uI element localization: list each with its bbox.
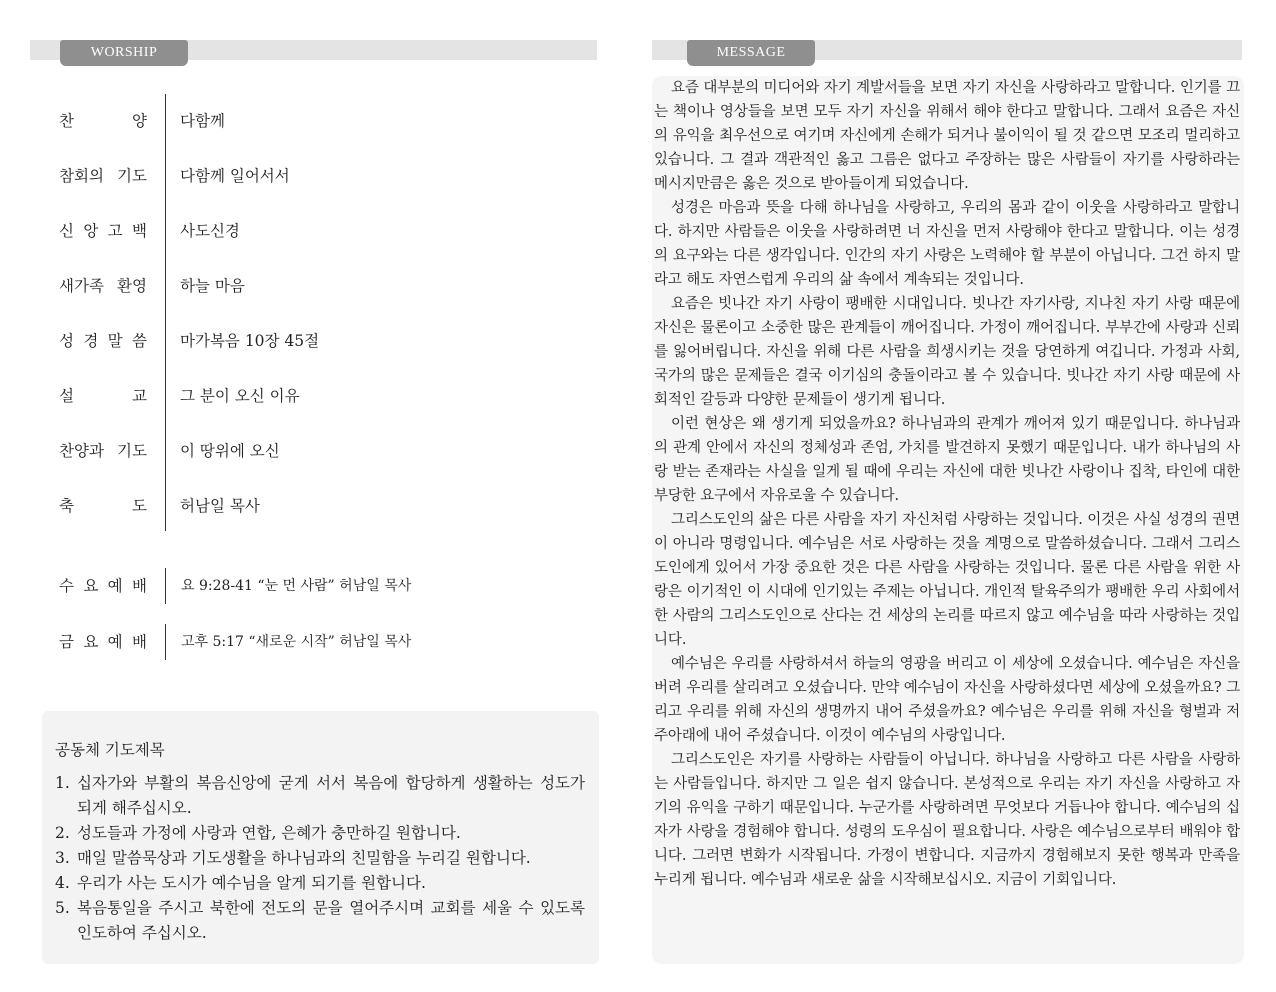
message-panel [652, 76, 1244, 964]
order-value: 이 땅위에 오신 [180, 442, 280, 460]
order-label: 신 앙 고 백 [59, 222, 147, 240]
order-label: 찬 양 [59, 112, 147, 130]
prayer-item [55, 771, 585, 821]
prayer-item [55, 846, 585, 871]
message-tab: MESSAGE [687, 40, 815, 66]
wednesday-service-value: 요 9:28-41 “눈 먼 사람” 허남일 목사 [181, 578, 412, 594]
prayer-number: 2. [55, 824, 70, 842]
divider-line [165, 624, 166, 660]
prayer-list [55, 771, 585, 946]
order-value: 다함께 일어서서 [180, 167, 290, 185]
prayer-title: 공동체 기도제목 [55, 741, 165, 759]
message-paragraph: 이런 현상은 왜 생기게 되었을까요? 하나님과의 관계가 깨어져 있기 때문입니다. 하나님과의 관계 안에서 자신의 정체성과 존엄, 가치를 발견하지 못했기 때문입니다. 내가 하나님의 사랑 받는 존재라는 사실을 일게 될 때에 우리는 자신에 대한 빗나간 사랑이나 집착, 타인에 대한 부당한 요구에서 자유로울 수 있습니다. [654, 416, 1240, 504]
friday-service-label: 금 요 예 배 [59, 633, 147, 651]
message-paragraph: 그리스도인은 자기를 사랑하는 사람들이 아닙니다. 하나님을 사랑하고 다른 사람을 사랑하는 사람들입니다. 하지만 그 일은 쉽지 않습니다. 본성적으로 우리는 자기 자신을 사랑하고 자기의 유익을 구하기 때문입니다. 누군가를 사랑하려면 무엇보다 거듭나야 합니다. 예수님의 십자가 사랑을 경험해야 합니다. 성령의 도우심이 필요합니다. 사랑은 예수님으로부터 배워야 합니다. 그러면 변화가 시작됩니다. 가정이 변합니다. 지금까지 경험해보지 못한 행복과 만족을 누리게 됩니다. 예수님과 새로운 삶을 시작해보십시오. 지금이 기회입니다. [654, 752, 1240, 888]
order-label: 찬양과 기도 [59, 442, 147, 460]
prayer-number: 1. [55, 774, 70, 792]
order-value: 사도신경 [180, 222, 240, 240]
prayer-number: 5. [55, 899, 70, 917]
prayer-text: 매일 말씀묵상과 기도생활을 하나님과의 친밀함을 누리길 원합니다. [77, 849, 531, 867]
prayer-text: 복음통일을 주시고 북한에 전도의 문을 열어주시며 교회를 세울 수 있도록 인도하여 주십시오. [77, 899, 585, 942]
friday-service-value: 고후 5:17 “새로운 시작” 허남일 목사 [181, 634, 412, 650]
prayer-requests-box [42, 711, 599, 964]
wednesday-service-row [59, 568, 589, 604]
message-paragraph: 요즘은 빗나간 자기 사랑이 팽배한 시대입니다. 빗나간 자기사랑, 지나친 자기 사랑 때문에 자신은 물론이고 소중한 많은 관계들이 깨어집니다. 가정이 깨어집니다. 부부간에 사랑과 신뢰를 잃어버립니다. 자신을 위해 다른 사람을 희생시키는 것을 당연하게 여깁니다. 가정과 사회, 국가의 많은 문제들은 결국 이기심의 충돌이라고 볼 수 있습니다. 빗나간 자기 사랑 때문에 사회적인 갈등과 다양한 문제들이 생기게 됩니다. [654, 296, 1240, 408]
prayer-text: 성도들과 가정에 사랑과 연합, 은혜가 충만하길 원합니다. [77, 824, 461, 842]
message-paragraph: 그리스도인의 삶은 다른 사람을 자기 자신처럼 사랑하는 것입니다. 이것은 사실 성경의 권면이 아니라 명령입니다. 예수님은 서로 사랑하는 것을 계명으로 말씀하셨습니다. 그래서 그리스도인에게 있어서 가장 중요한 것은 다른 사람을 사랑하는 것입니다. 물론 다른 사람을 위한 사랑은 이기적인 이 시대에 인기있는 주제는 아닙니다. 개인적 탈육주의가 팽배한 우리 사회에서 한 사람의 그리스도인으로 산다는 건 세상의 논리를 따르지 않고 예수님을 따라 사랑하는 것입니다. [654, 512, 1240, 648]
message-body [654, 76, 1240, 892]
order-row [59, 479, 579, 534]
prayer-number: 4. [55, 874, 70, 892]
message-paragraph: 예수님은 우리를 사랑하셔서 하늘의 영광을 버리고 이 세상에 오셨습니다. 예수님은 자신을 버려 우리를 살리려고 오셨습니다. 만약 예수님이 자신을 사랑하셨다면 세상에 오셨을까요? 그리고 우리를 위해 자신의 생명까지 내어 주셨을까요? 예수님은 우리를 위해 자신을 형벌과 저주아래에 내어 주셨습니다. 이것이 예수님의 사랑입니다. [654, 656, 1240, 744]
order-row [59, 369, 579, 424]
message-paragraph: 성경은 마음과 뜻을 다해 하나님을 사랑하고, 우리의 몸과 같이 이웃을 사랑하라고 말합니다. 하지만 사람들은 이웃을 사랑하려면 너 자신을 먼저 사랑해야 한다고 말합니다. 이는 성경의 요구와는 다른 생각입니다. 인간의 자기 사랑은 노력해야 할 부분이 아닙니다. 그건 하지 말라고 해도 자연스럽게 우리의 삶 속에서 계속되는 것입니다. [654, 200, 1240, 288]
prayer-item [55, 896, 585, 946]
prayer-item [55, 821, 585, 846]
order-row [59, 314, 579, 369]
order-row [59, 204, 579, 259]
order-row [59, 149, 579, 204]
order-label: 설 교 [59, 387, 147, 405]
message-paragraph: 요즘 대부분의 미디어와 자기 계발서들을 보면 자기 자신을 사랑하라고 말합니다. 인기를 끄는 책이나 영상들을 보면 모두 자기 자신을 위해서 해야 한다고 말합니다. 그래서 요즘은 자신의 유익을 최우선으로 여기며 자신에게 손해가 되거나 불이익이 될 것 같으면 모조리 멀리하고 있습니다. 그 결과 객관적인 옳고 그름은 없다고 주장하는 많은 사람들이 자기를 사랑하라는 메시지만큼은 옳은 것으로 받아들이게 되었습니다. [654, 80, 1240, 192]
prayer-text: 십자가와 부활의 복음신앙에 굳게 서서 복음에 합당하게 생활하는 성도가 되게 해주십시오. [77, 774, 585, 817]
order-value: 그 분이 오신 이유 [180, 387, 300, 405]
order-value: 다함께 [180, 112, 225, 130]
prayer-item [55, 871, 585, 896]
order-row [59, 259, 579, 314]
prayer-number: 3. [55, 849, 70, 867]
order-value: 허남일 목사 [180, 497, 260, 515]
friday-service-row [59, 624, 589, 660]
order-row [59, 94, 579, 149]
order-label: 축 도 [59, 497, 147, 515]
divider-line [165, 568, 166, 604]
prayer-text: 우리가 사는 도시가 예수님을 알게 되기를 원합니다. [77, 874, 426, 892]
order-label: 성 경 말 씀 [59, 332, 147, 350]
wednesday-service-label: 수 요 예 배 [59, 577, 147, 595]
order-label: 참회의 기도 [59, 167, 147, 185]
worship-order-list [59, 94, 579, 534]
order-label: 새가족 환영 [59, 277, 147, 295]
order-value: 하늘 마음 [180, 277, 245, 295]
worship-tab: WORSHIP [60, 40, 188, 66]
order-row [59, 424, 579, 479]
order-value: 마가복음 10장 45절 [180, 332, 320, 350]
